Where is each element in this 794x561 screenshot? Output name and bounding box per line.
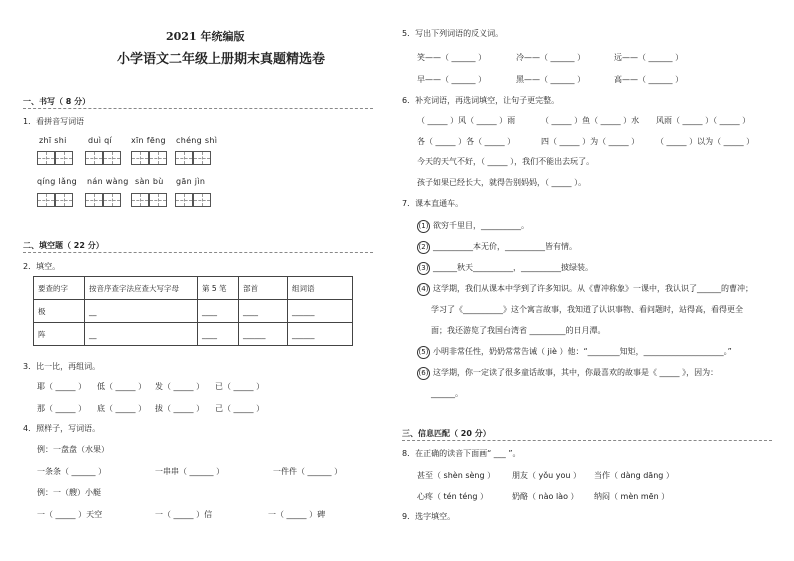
idiom-item[interactable]: （ _____ ）鱼（ _____ ）水 — [541, 116, 640, 125]
example-text: 例：一盘盘（水果） — [37, 445, 109, 454]
table-header: 第 5 笔 — [198, 277, 239, 300]
writing-grid[interactable] — [149, 151, 167, 165]
q7-item-continued[interactable]: 面；我还游览了我国台湾省 _________的日月潭。 — [431, 326, 606, 335]
writing-grid[interactable] — [149, 193, 167, 207]
section-2-heading: 二、填空题（ 22 分） — [23, 241, 104, 250]
pinyin-6: nán wàng — [87, 177, 129, 186]
antonym-item[interactable]: 高——（ ______ ） — [614, 75, 684, 84]
pinyin-2: duì qí — [88, 136, 113, 145]
compare-item[interactable]: 底（ _____ ） — [97, 404, 147, 413]
item-number: (4) — [417, 283, 430, 296]
writing-grid[interactable] — [193, 193, 211, 207]
writing-grid[interactable] — [55, 193, 73, 207]
table-row — [34, 300, 353, 323]
fill-item[interactable]: 一（ _____ ）天空 — [37, 510, 103, 519]
lookup-table — [33, 276, 353, 346]
q7-item-continued[interactable]: 学习了《__________》这个寓言故事，我知道了认识事物、看问题时，站得高，看得更全 — [431, 305, 743, 314]
reading-choice[interactable]: 心疼（ tén téng ） — [417, 492, 488, 501]
item-number: (2) — [417, 241, 430, 254]
example-text: 例：一（艘）小艇 — [37, 488, 101, 497]
question-5: 5．写出下列词语的反义词。 — [402, 29, 504, 38]
pinyin-7: sàn bù — [135, 177, 164, 186]
question-9: 9．选字填空。 — [402, 512, 456, 521]
table-cell[interactable]: __ — [85, 300, 198, 323]
item-number: (1) — [417, 220, 430, 233]
question-4: 4．照样子，写词语。 — [23, 424, 101, 433]
reading-choice[interactable]: 纳闷（ mèn mēn ） — [594, 492, 670, 501]
idiom-item[interactable]: （ _____ ）以为（ _____ ） — [656, 137, 755, 146]
idiom-item[interactable]: 四（ _____ ）为（ _____ ） — [541, 137, 640, 146]
table-cell[interactable]: ____ — [198, 323, 239, 346]
writing-grid[interactable] — [175, 151, 193, 165]
question-2: 2．填空。 — [23, 262, 61, 271]
antonym-item[interactable]: 远——（ ______ ） — [614, 53, 684, 62]
compare-item[interactable]: 己（ _____ ） — [215, 404, 265, 413]
writing-grid[interactable] — [175, 193, 193, 207]
table-header: 要查的字 — [34, 277, 85, 300]
antonym-item[interactable]: 冷——（ ______ ） — [516, 53, 586, 62]
table-cell[interactable]: ______ — [288, 300, 353, 323]
item-text: 这学期，你一定读了很多童话故事，其中，你最喜欢的故事是《 _____ 》，因为： — [433, 368, 719, 377]
table-header: 部首 — [239, 277, 288, 300]
reading-choice[interactable]: 当作（ dàng dāng ） — [594, 471, 674, 480]
table-header: 按音序查字法应查大写字母 — [85, 277, 198, 300]
section-3-heading: 三、信息匹配（ 20 分） — [402, 429, 491, 438]
question-8: 8．在正确的读音下面画“ ___ ”。 — [402, 449, 521, 458]
table-header: 组词语 — [288, 277, 353, 300]
table-cell[interactable]: ____ — [239, 300, 288, 323]
pinyin-3: xīn fēng — [131, 136, 166, 145]
writing-grid[interactable] — [103, 151, 121, 165]
section-divider — [23, 108, 373, 109]
fill-sentence[interactable]: 孩子如果已经长大，就得告别妈妈，（ _____ ）。 — [417, 178, 587, 187]
table-cell[interactable]: ______ — [239, 323, 288, 346]
item-text: __________本无价，__________皆有情。 — [433, 242, 577, 251]
pinyin-1: zhī shi — [39, 136, 67, 145]
writing-grid[interactable] — [131, 193, 149, 207]
table-cell[interactable]: __ — [85, 323, 198, 346]
idiom-item[interactable]: 风雨（ _____ ）（ _____ ） — [656, 116, 751, 125]
compare-item[interactable]: 已（ _____ ） — [215, 382, 265, 391]
table-cell[interactable]: ______ — [288, 323, 353, 346]
section-1-heading: 一、书写（ 8 分） — [23, 97, 91, 106]
antonym-item[interactable]: 黑——（ ______ ） — [516, 75, 586, 84]
exam-title: 小学语文二年级上册期末真题精选卷 — [117, 52, 326, 67]
pinyin-5: qíng lǎng — [37, 177, 77, 186]
q7-item[interactable] — [417, 367, 718, 380]
item-number: (6) — [417, 367, 430, 380]
fill-item[interactable]: 一（ _____ ）信 — [155, 510, 213, 519]
fill-item[interactable]: 一串串（ ______ ） — [155, 467, 225, 476]
reading-choice[interactable]: 甚至（ shèn sèng ） — [417, 471, 496, 480]
section-divider — [23, 252, 373, 253]
section-divider — [402, 440, 772, 441]
question-6: 6．补充词语，再选词填空，让句子更完整。 — [402, 96, 560, 105]
pinyin-4: chéng shì — [176, 136, 218, 145]
q7-item[interactable] — [417, 346, 732, 359]
fill-sentence[interactable]: 今天的天气不好，（ _____ ），我们不能出去玩了。 — [417, 157, 595, 166]
writing-grid[interactable] — [85, 151, 103, 165]
writing-grid[interactable] — [193, 151, 211, 165]
writing-grid[interactable] — [37, 193, 55, 207]
item-text: 欲穷千里目，__________。 — [433, 221, 529, 230]
writing-grid[interactable] — [37, 151, 55, 165]
idiom-item[interactable]: 各（ _____ ）各（ _____ ） — [417, 137, 516, 146]
table-cell: 阵 — [34, 323, 85, 346]
item-text: 这学期，我们从课本中学到了许多知识。从《曹冲称象》一课中，我认识了______的曹冲； — [433, 284, 753, 293]
writing-grid[interactable] — [85, 193, 103, 207]
q7-item-continued[interactable]: ______。 — [431, 389, 463, 398]
compare-item[interactable]: 那（ _____ ） — [37, 404, 87, 413]
reading-choice[interactable]: 朋友（ yǒu you ） — [512, 471, 582, 480]
q7-item[interactable] — [417, 283, 753, 296]
table-cell: 极 — [34, 300, 85, 323]
item-text: 小明非常任性，奶奶常常告诫（ jiè ）他：“________知矩，____________________。” — [433, 347, 732, 356]
q7-item[interactable] — [417, 262, 593, 275]
item-number: (3) — [417, 262, 430, 275]
question-1: 1．看拼音写词语 — [23, 117, 85, 126]
question-3: 3．比一比，再组词。 — [23, 362, 101, 371]
compare-item[interactable]: 耶（ _____ ） — [37, 382, 87, 391]
antonym-item[interactable]: 早——（ ______ ） — [417, 75, 487, 84]
table-cell[interactable]: ____ — [198, 300, 239, 323]
fill-item[interactable]: 一件件（ ______ ） — [273, 467, 343, 476]
fill-item[interactable]: 一条条（ ______ ） — [37, 467, 107, 476]
antonym-item[interactable]: 笑——（ ______ ） — [417, 53, 487, 62]
pinyin-8: gān jìn — [176, 177, 206, 186]
compare-item[interactable]: 低（ _____ ） — [97, 382, 147, 391]
idiom-item[interactable]: （ _____ ）风（ _____ ）雨 — [417, 116, 516, 125]
compare-item[interactable]: 发（ _____ ） — [155, 382, 205, 391]
item-text: ______秋天__________，__________披绿装。 — [433, 263, 593, 272]
question-7: 7．课本直通车。 — [402, 199, 464, 208]
q7-item[interactable] — [417, 241, 577, 254]
writing-grid[interactable] — [103, 193, 121, 207]
exam-edition: 2021 年统编版 — [166, 30, 245, 43]
writing-grid[interactable] — [55, 151, 73, 165]
reading-choice[interactable]: 奶酪（ nào lào ） — [512, 492, 579, 501]
item-number: (5) — [417, 346, 430, 359]
compare-item[interactable]: 拔（ _____ ） — [155, 404, 205, 413]
table-row — [34, 323, 353, 346]
q7-item[interactable] — [417, 220, 529, 233]
fill-item[interactable]: 一（ _____ ）碑 — [268, 510, 326, 519]
writing-grid[interactable] — [131, 151, 149, 165]
